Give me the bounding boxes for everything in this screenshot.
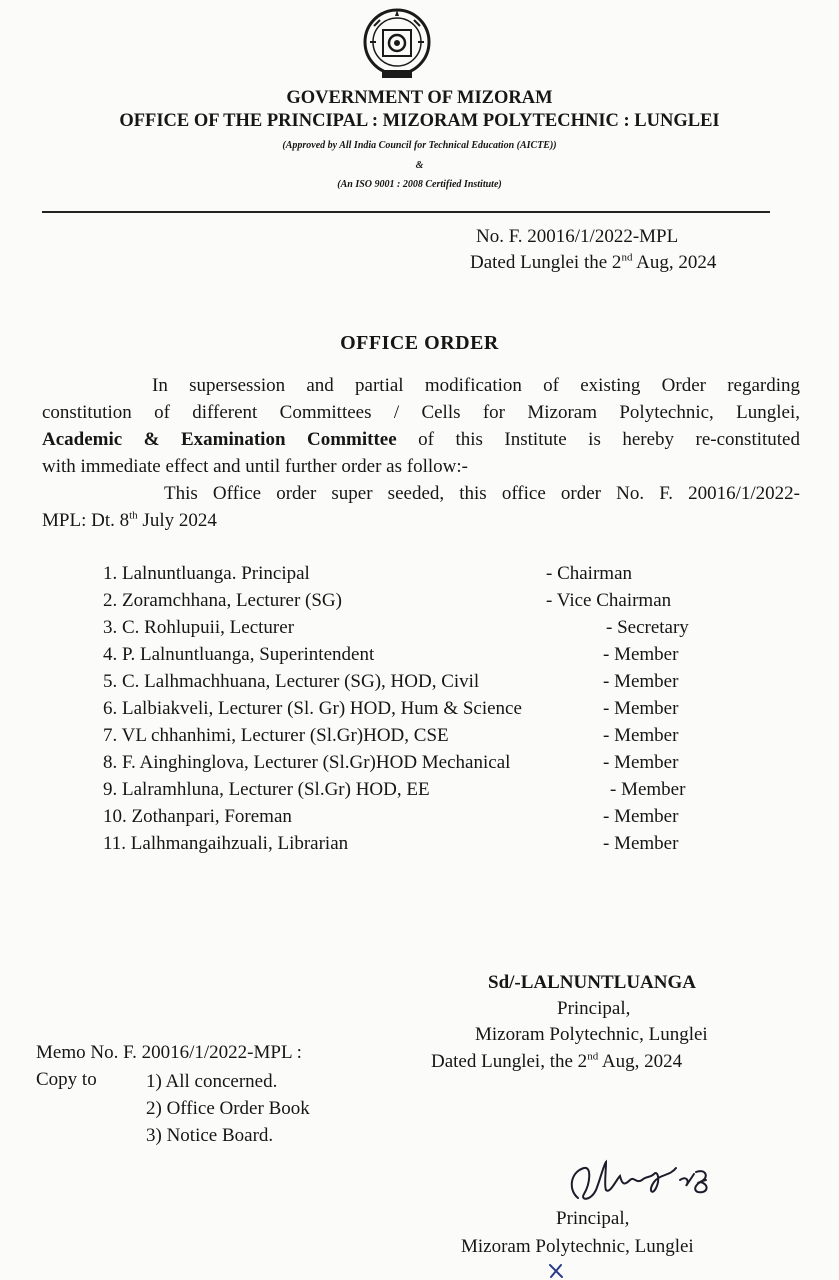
body-line-3: Academic & Examination Committee of this Institute is hereby re-constituted [42,429,800,450]
list-item: 5. C. Lalhmachhuana, Lecturer (SG), HOD, Civil - Member [103,671,679,692]
list-item: 8. F. Ainghinglova, Lecturer (Sl.Gr)HOD Mechanical - Member [103,752,679,773]
body-line-6: MPL: Dt. 8th July 2024 [42,509,217,531]
institute-seal-logo [360,6,434,82]
final-designation: Principal, [556,1208,630,1229]
ink-mark-icon [546,1262,566,1280]
list-item: 4. P. Lalnuntluanga, Superintendent - Member [103,644,679,665]
body-line-4: with immediate effect and until further order as follow:- [42,456,468,477]
iso-certification-note: (An ISO 9001 : 2008 Certified Institute) [337,179,502,190]
order-date: Dated Lunglei the 2nd Aug, 2024 [470,251,717,273]
list-item: 9. Lalramhluna, Lecturer (Sl.Gr) HOD, EE - Member [103,779,686,800]
body-line-1: In supersession and partial modification of existing Order regarding [152,375,800,396]
office-heading: OFFICE OF THE PRINCIPAL : MIZORAM POLYTECHNIC : LUNGLEI [119,111,720,131]
order-body [42,372,800,534]
final-institution: Mizoram Polytechnic, Lunglei [461,1236,694,1257]
committee-name: Academic & Examination Committee [42,429,397,450]
signatory-institution: Mizoram Polytechnic, Lunglei [475,1024,708,1045]
order-number: No. F. 20016/1/2022-MPL [476,226,679,247]
body-line-5: This Office order super seeded, this office order No. F. 20016/1/2022- [164,483,800,504]
copy-item: 1) All concerned. [146,1071,278,1092]
list-item: 3. C. Rohlupuii, Lecturer - Secretary [103,617,689,638]
copy-item: 2) Office Order Book [146,1098,310,1119]
signature-date: Dated Lunglei, the 2nd Aug, 2024 [431,1050,683,1072]
signatory-name: Sd/-LALNUNTLUANGA [488,972,696,993]
memo-number: Memo No. F. 20016/1/2022-MPL : [36,1042,302,1063]
ampersand: & [415,160,424,171]
office-order-title: OFFICE ORDER [340,332,499,354]
signatory-designation: Principal, [557,998,631,1019]
list-item: 2. Zoramchhana, Lecturer (SG) - Vice Chairman [103,590,672,611]
body-line-2: constitution of different Committees / Cells for Mizoram Polytechnic, Lunglei, [42,402,800,423]
list-item: 6. Lalbiakveli, Lecturer (Sl. Gr) HOD, Hum & Science - Member [103,698,679,719]
list-item: 1. Lalnuntluanga. Principal - Chairman [103,563,633,584]
list-item: 10. Zothanpari, Foreman - Member [103,806,679,827]
copy-item: 3) Notice Board. [146,1125,274,1146]
government-heading: GOVERNMENT OF MIZORAM [286,88,553,108]
aicte-approval-note: (Approved by All India Council for Technical Education (AICTE)) [282,140,557,151]
list-item: 11. Lalhmangaihzuali, Librarian - Member [103,833,679,854]
header-divider [42,211,770,213]
list-item: 7. VL chhanhimi, Lecturer (Sl.Gr)HOD, CSE - Member [103,725,679,746]
copy-to-label: Copy to [36,1069,97,1090]
